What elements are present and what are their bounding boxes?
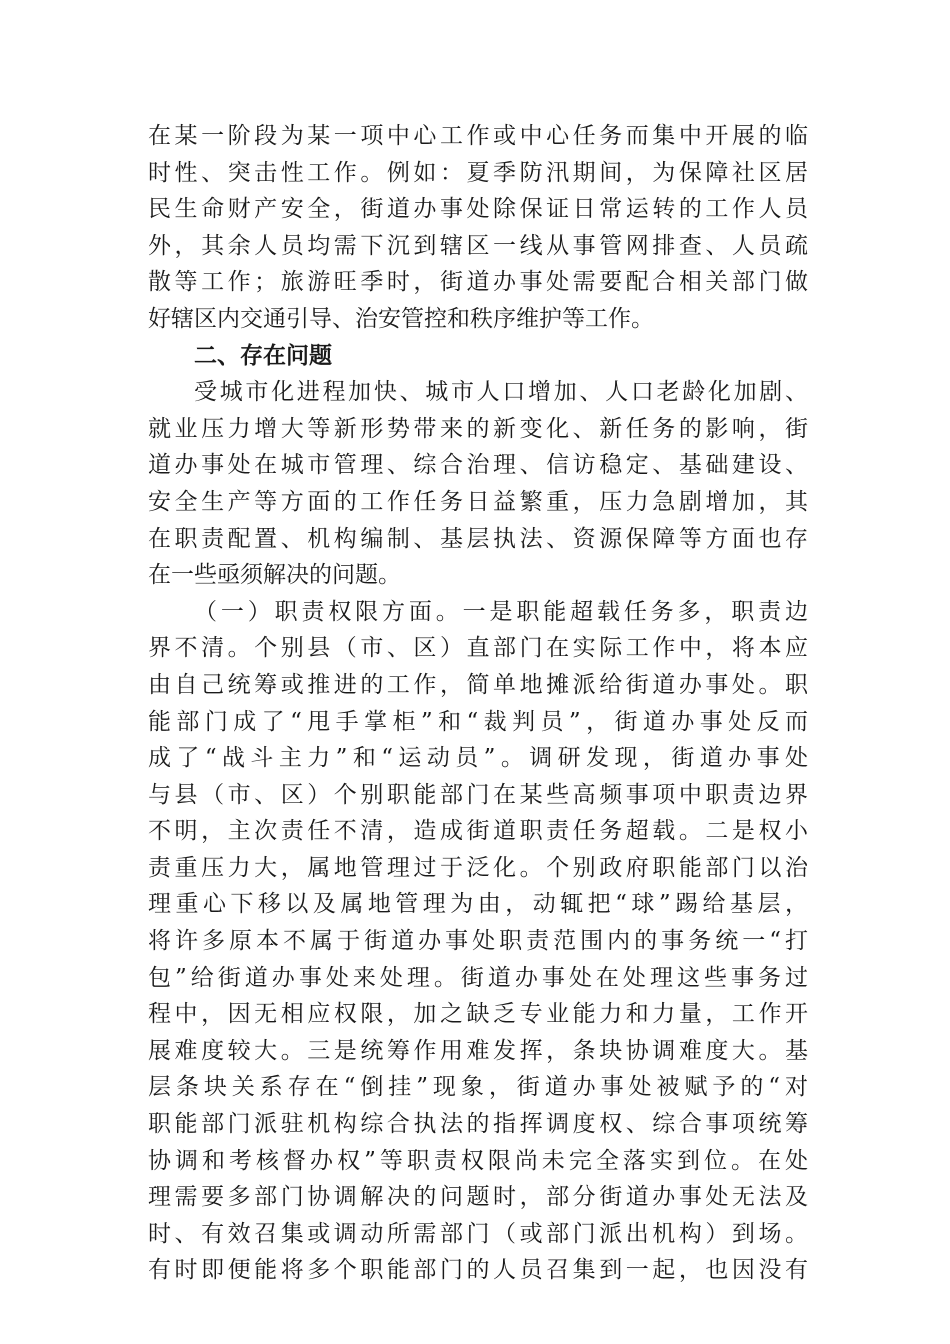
text-line: 好辖区内交通引导、治安管控和秩序维护等工作。: [148, 305, 654, 332]
text-line: 能部门成了“甩手掌柜”和“裁判员”，街道办事处反而: [148, 708, 808, 735]
text-line: 民生命财产安全，街道办事处除保证日常运转的工作人员: [148, 196, 808, 223]
text-line: 不明，主次责任不清，造成街道职责任务超载。二是权小: [148, 818, 808, 845]
section-heading: 二、存在问题: [194, 342, 332, 369]
text-line: 安全生产等方面的工作任务日益繁重，压力急剧增加，其: [148, 488, 808, 515]
text-line: （一）职责权限方面。一是职能超载任务多，职责边: [194, 598, 808, 625]
text-line: 层条块关系存在“倒挂”现象，街道办事处被赋予的“对: [148, 1074, 808, 1101]
text-line: 理需要多部门协调解决的问题时，部分街道办事处无法及: [148, 1184, 808, 1211]
text-line: 在一些亟须解决的问题。: [148, 562, 401, 589]
text-line: 协调和考核督办权”等职责权限尚未完全落实到位。在处: [148, 1147, 808, 1174]
text-line: 时性、突击性工作。例如：夏季防汛期间，为保障社区居: [148, 159, 808, 186]
text-line: 界不清。个别县（市、区）直部门在实际工作中，将本应: [148, 635, 808, 662]
text-line: 有时即便能将多个职能部门的人员召集到一起，也因没有: [148, 1257, 808, 1284]
text-line: 时、有效召集或调动所需部门（或部门派出机构）到场。: [148, 1220, 808, 1247]
text-line: 在某一阶段为某一项中心工作或中心任务而集中开展的临: [148, 123, 808, 149]
text-line: 散等工作；旅游旺季时，街道办事处需要配合相关部门做: [148, 269, 808, 296]
text-line: 将许多原本不属于街道办事处职责范围内的事务统一“打: [148, 928, 808, 955]
text-line: 程中，因无相应权限，加之缺乏专业能力和力量，工作开: [148, 1001, 808, 1028]
document-body: [148, 118, 808, 1289]
text-line: 展难度较大。三是统筹作用难发挥，条块协调难度大。基: [148, 1037, 808, 1064]
text-line: 包”给街道办事处来处理。街道办事处在处理这些事务过: [148, 964, 808, 991]
text-line: 职能部门派驻机构综合执法的指挥调度权、综合事项统筹: [148, 1111, 808, 1138]
text-line: 成了“战斗主力”和“运动员”。调研发现，街道办事处: [148, 745, 808, 772]
text-line: 责重压力大，属地管理过于泛化。个别政府职能部门以治: [148, 854, 808, 881]
text-line: 就业压力增大等新形势带来的新变化、新任务的影响，街: [148, 415, 808, 442]
text-line: 与县（市、区）个别职能部门在某些高频事项中职责边界: [148, 781, 808, 808]
text-line: 外，其余人员均需下沉到辖区一线从事管网排查、人员疏: [148, 232, 808, 259]
text-line: 由自己统筹或推进的工作，简单地摊派给街道办事处。职: [148, 671, 808, 698]
text-line: 道办事处在城市管理、综合治理、信访稳定、基础建设、: [148, 452, 808, 479]
text-line: 理重心下移以及属地管理为由，动辄把“球”踢给基层，: [148, 891, 808, 918]
text-line: 在职责配置、机构编制、基层执法、资源保障等方面也存: [148, 525, 808, 552]
text-line: 受城市化进程加快、城市人口增加、人口老龄化加剧、: [194, 379, 808, 406]
